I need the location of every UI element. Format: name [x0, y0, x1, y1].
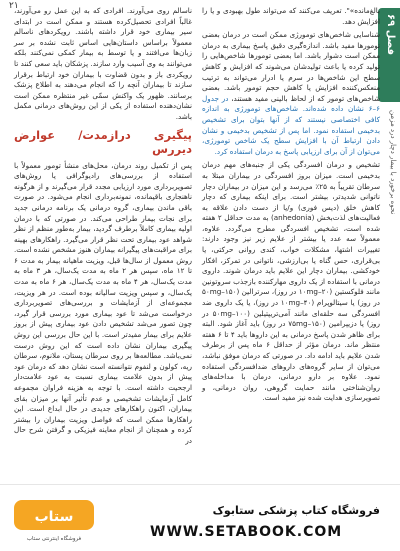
running-head: نحوه برخورد با بیمار دچار درد مزمن: [389, 110, 397, 215]
chapter-tab: [378, 8, 400, 102]
paragraph: [202, 30, 380, 157]
logo-subtitle: فروشگاه اینترنتی ستاب: [26, 536, 82, 542]
right-column: [202, 6, 380, 407]
store-url: WWW.SETABOOK.COM: [150, 524, 343, 540]
left-column: [14, 6, 192, 450]
table-reference: در جدول ۶–۶ نشان داده شده‌اند. شاخص‌های تومورژی به اندازه کافی اختصاصی نیستند که از آنها بتوان برای تشخیص بدخیمی استفاده نمود. اما پس از تشخیص بدخیمی و نشان دادن ارتباط آن با افزایش سطح یک شاخص تومورژی، می‌توان از آن برای ارزیابی پاسخ به درمان استفاده کرد.: [202, 93, 380, 156]
store-name: فروشگاه کتاب پزشکی ستابوک: [212, 504, 380, 517]
paragraph-text: شناسایی شاخص‌های تومورژی ممکن است در درمان بعضی تومورها مفید باشد. اندازه‌گیری دقیق پاسخ بیماری به درمان ممکن است دشوار باشد. اما بعضی تومورها شاخص‌هایی را تولید کرده یا باعث تولیدشان می‌شوند که افزایش و کاهش سطح این شاخص‌ها در سرم یا ادرار می‌تواند به ترتیب منعکس‌کننده افزایش یا کاهش حجم تومور باشد. بعضی شاخص‌های تومور که از لحاظ بالینی مفید هستند،: [202, 30, 380, 103]
setab-logo: [12, 496, 96, 544]
logo-text: ستاب: [34, 509, 74, 525]
paragraph: تشخیص و درمان افسردگی یکی از جنبه‌های مهم درمان بدخیمی است. میزان بروز افسردگی در بیماران مبتلا به سرطان تقریباً به ۲۵٪ می‌رسد و این میزان در بیماران دچار ناتوانی شدیدتر، بیشتر است. برای اینکه بیماری که دچار کاهش خلق (دیس فوری) و/یا از دست دادن علاقه به فعالیت‌های لذت‌بخش (anhedonia) به مدت حداقل ۲ هفته شده است، تشخیص افسردگی مطرح می‌گردد. علاوه، معمولاً سه عدد یا بیشتر از علایم زیر نیز وجود دارند: تغییرات اشتها، مشکلات خواب، کندی روانی حرکتی، یا بی‌قراری، حس گناه یا بی‌ارزشی، ناتوانی در تمرکز، افکار خودکشی. بیماران دچار این علایم باید درمان شوند. داروی درمانی با استفاده از یک داروی مهارکننده بازجذب سروتونین مانند فلوکستین (۲۰–۱۰mg در روز)، سرترالین (۱۵۰–۵۰mg در روز) یا سیتالوپرام (۴۰–۱۰mg در روز)، یا یک داروی ضد افسردگی سه حلقه‌ای مانند آمی‌تریپتیلین (۱۰۰–۵۰mg در روز) یا دزیپرامین (۱۵۰–۷۵mg در روز) باید آغاز شود. البته برای ظاهر شدن پاسخ درمانی به این داروها باید ۴ تا ۶ هفته منتظر ماند. درمان مؤثر از حداقل ۶ ماه پس از برطرف شدن علایم باید ادامه داد. در صورتی که درمان موفق نباشد، می‌توان از سایر گروه‌های داروهای ضدافسردگی استفاده نمود. علاوه بر دارو درمانی، درمان با مداخله‌های روان‌شناختی مانند حمایت گروهی، روان درمانی، و تصویرسازی هدایت شده نیز مفید است.: [202, 160, 381, 403]
chapter-tab-label: فصل ۶۹: [385, 14, 396, 56]
page-number: ۲۱: [9, 1, 19, 11]
paragraph: ناسالم روی می‌آورند. افرادی که به این عمل رو می‌آورند، غالباً افرادی تحصیل‌کرده هستند و ممکن است در ابتدای سیر بیماری خود قرار داشته باشند. رویکردهای ناسالم معمولاً براساس داستان‌هایی اساس ثابت نشده بر سر زبان‌ها می‌افتند و یا توسط به بیمار کمکی نمی‌کنند بلکه می‌توانند به وی آسیب وارد سازند. پزشکان باید سعی کنند تا رویکردی باز و بدون قضاوت با بیماران خود ارتباط برقرار سازند تا بیماران آنچه را که انجام می‌دهند به اطلاع پزشک برسانند. ظهور یک واکنش سمّی غیر منتظره ممکن است نشان‌دهنده استفاده از یکی از این روش‌های درمانی مکمل باشد.: [14, 6, 192, 121]
paragraph: بالغ‌مانده»". تعریف می‌کنند که می‌تواند طول بهبودی و یا را افزایش دهد.: [202, 6, 380, 26]
section-heading: پیگیری درازمدت/ عوارض دیررس: [14, 127, 192, 156]
paragraph: پس از تکمیل روند درمان، محل‌های منشأ تومور معمولاً با استفاده از بررسی‌های رادیوگرافی یا روش‌های تصویربرداری مورد ارزیابی مجدد قرار می‌گیرند و از هرگونه ناهنجاری باقیمانده، نمونه‌برداری انجام می‌شود. در صورت باقی ماندن بیماری، گروه درمانی یک برنامه درمانی جدید برای نجات بیمار طراحی می‌کند. در صورتی که با درمان اولیه بیماری کاملاً برطرف گردید، بیمار به‌طور منظم از نظر شواهد عود بیماری تحت نظر قرار می‌گیرد. راهکارهای بهینه برای مراقبت‌های پیگیرانه بیماران هنوز مشخص نشده است. روش معمول از سال‌ها قبل، ویزیت ماهیانه بیمار به مدت ۶ تا ۱۲ ماه، سپس هر ۲ ماه به مدت یک‌سال، هر ۳ ماه به مدت یک‌سال، هر ۴ ماه به مدت یک‌سال، هر ۶ ماه به مدت یک‌سال، و سپس ویزیت سالیانه بوده است. در هر ویزیت، مجموعه‌ای از آزمایشات و بررسی‌های تصویربرداری درخواست می‌شد تا عود بیماری مورد بررسی قرار گیرد، چون تصور می‌شد تشخیص دادن عود بیماری پیش از بروز علایم برای بیمار مفیدتر است. با این حال بررسی این روش پیگیری بیماران نشان داده است که این روش درست نمی‌باشد. مطالعه‌ها بر روی سرطان پستان، ملانوم، سرطان ریه، کولون و لنفوم نتوانسته است نشان دهد که درمان عود پیش از بدون علامت بیماری نسبت به عود علامت‌دار ارجحیت داشته است. با توجه به هزینه فراوان مجموعه کامل آزمایشات تشخیصی و عدم تأثیر آنها بر میزان بقای بیماران، اکنون راهکارهای جدیدی در حال ابداع است. این راهکارها ممکن است که فواصل ویزیت بیماران را بیشتر کرده و همچنان از انجام معاینه فیزیکی و گرفتن شرح حال در: [14, 160, 193, 445]
